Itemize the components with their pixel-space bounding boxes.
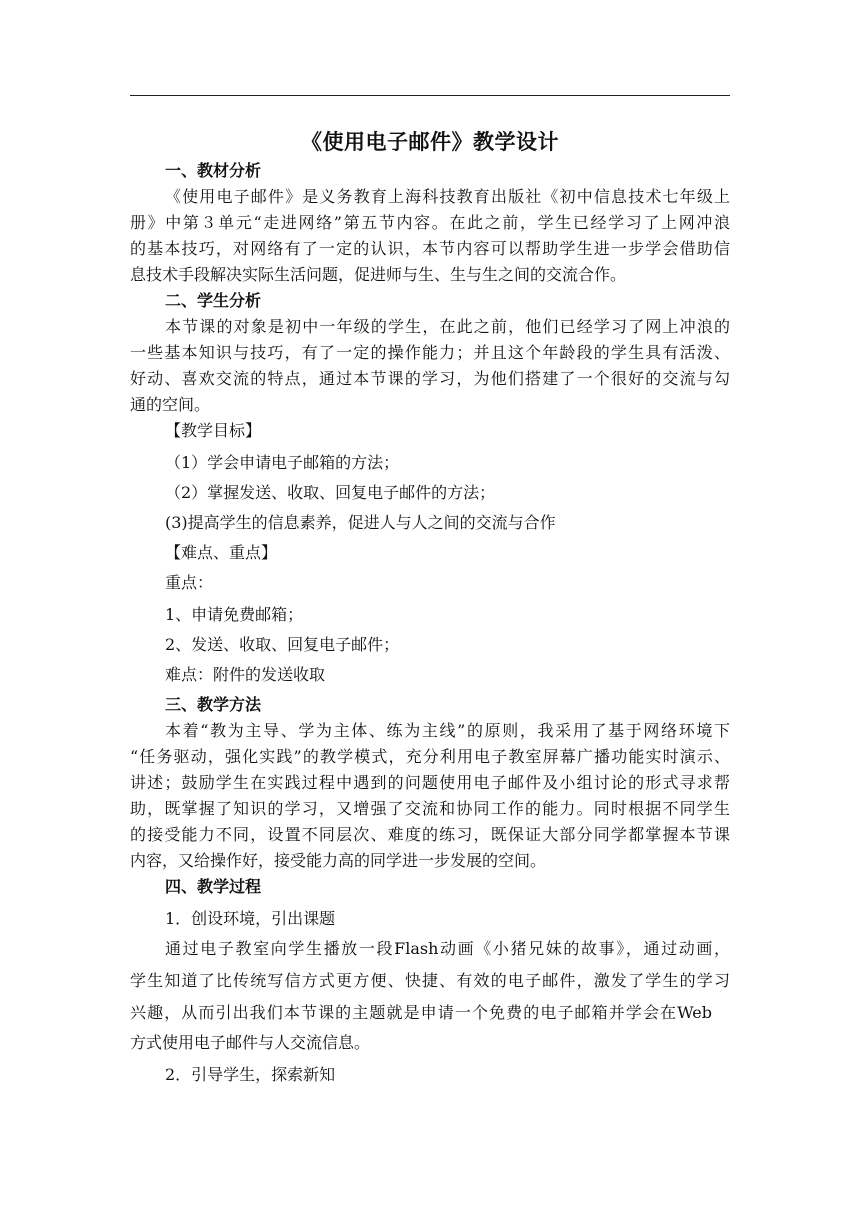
list-item: （1）学会申请电子邮箱的方法； [165,453,400,472]
paragraph-line: 册》中第３单元“走进网络”第五节内容。在此之前，学生已经学习了上网冲浪 [130,213,730,232]
paragraph-line: 《使用电子邮件》是义务教育上海科技教育出版社《初中信息技术七年级上 [165,187,730,206]
section-heading: 一、教材分析 [165,161,262,180]
paragraph-line: 一些基本知识与技巧，有了一定的操作能力；并且这个年龄段的学生具有活泼、 [130,343,730,362]
list-item: 1、申请免费邮箱； [165,605,304,624]
paragraph-line: 息技术手段解决实际生活问题，促进师与生、生与生之间的交流合作。 [130,265,627,284]
paragraph-line: 本着“教为主导、学为主体、练为主线”的原则，我采用了基于网络环境下 [165,721,730,740]
document-title: 《使用电子邮件》教学设计 [301,129,559,154]
paragraph-line: 通过电子教室向学生播放一段Flash动画《小猪兄妹的故事》，通过动画， [165,939,730,958]
paragraph-line: 兴趣，从而引出我们本节课的主题就是申请一个免费的电子邮箱并学会在Web [130,1003,712,1022]
paragraph-line: 通的空间。 [130,395,211,414]
paragraph-line: 助，既掌握了知识的学习，又增强了交流和协同工作的能力。同时根据不同学生 [130,799,730,818]
paragraph-line: 讲述；鼓励学生在实践过程中遇到的问题使用电子邮件及小组讨论的形式寻求帮 [130,773,730,792]
paragraph-line: 本节课的对象是初中一年级的学生，在此之前，他们已经学习了网上冲浪的 [165,317,730,336]
header-rule [130,95,730,96]
section-heading: 三、教学方法 [165,695,262,714]
list-item: （2）掌握发送、收取、回复电子邮件的方法； [165,483,496,502]
list-item: (3)提高学生的信息素养，促进人与人之间的交流与合作 [165,513,556,532]
paragraph-line: “任务驱动，强化实践”的教学模式，充分利用电子教室屏幕广播功能实时演示、 [130,747,730,766]
paragraph-line: 学生知道了比传统写信方式更方便、快捷、有效的电子邮件，激发了学生的学习 [130,971,730,990]
list-item: 2．引导学生，探索新知 [165,1065,336,1084]
list-item: 2、发送、收取、回复电子邮件； [165,635,400,654]
list-item: 【教学目标】 [165,421,262,440]
list-item: 重点： [165,573,214,592]
paragraph-line: 的接受能力不同，设置不同层次、难度的练习，既保证大部分同学都掌握本节课 [130,825,730,844]
list-item: 难点：附件的发送收取 [165,665,326,684]
paragraph-line: 内容，又给操作好，接受能力高的同学进一步发展的空间。 [130,851,547,870]
section-heading: 二、学生分析 [165,291,262,310]
paragraph-line: 好动、喜欢交流的特点，通过本节课的学习，为他们搭建了一个很好的交流与勾 [130,369,730,388]
list-item: 1．创设环境，引出课题 [165,909,336,928]
list-item: 【难点、重点】 [165,543,278,562]
section-heading: 四、教学过程 [165,877,262,896]
paragraph-line: 方式使用电子邮件与人交流信息。 [130,1033,371,1052]
paragraph-line: 的基本技巧，对网络有了一定的认识，本节内容可以帮助学生进一步学会借助信 [130,239,730,258]
